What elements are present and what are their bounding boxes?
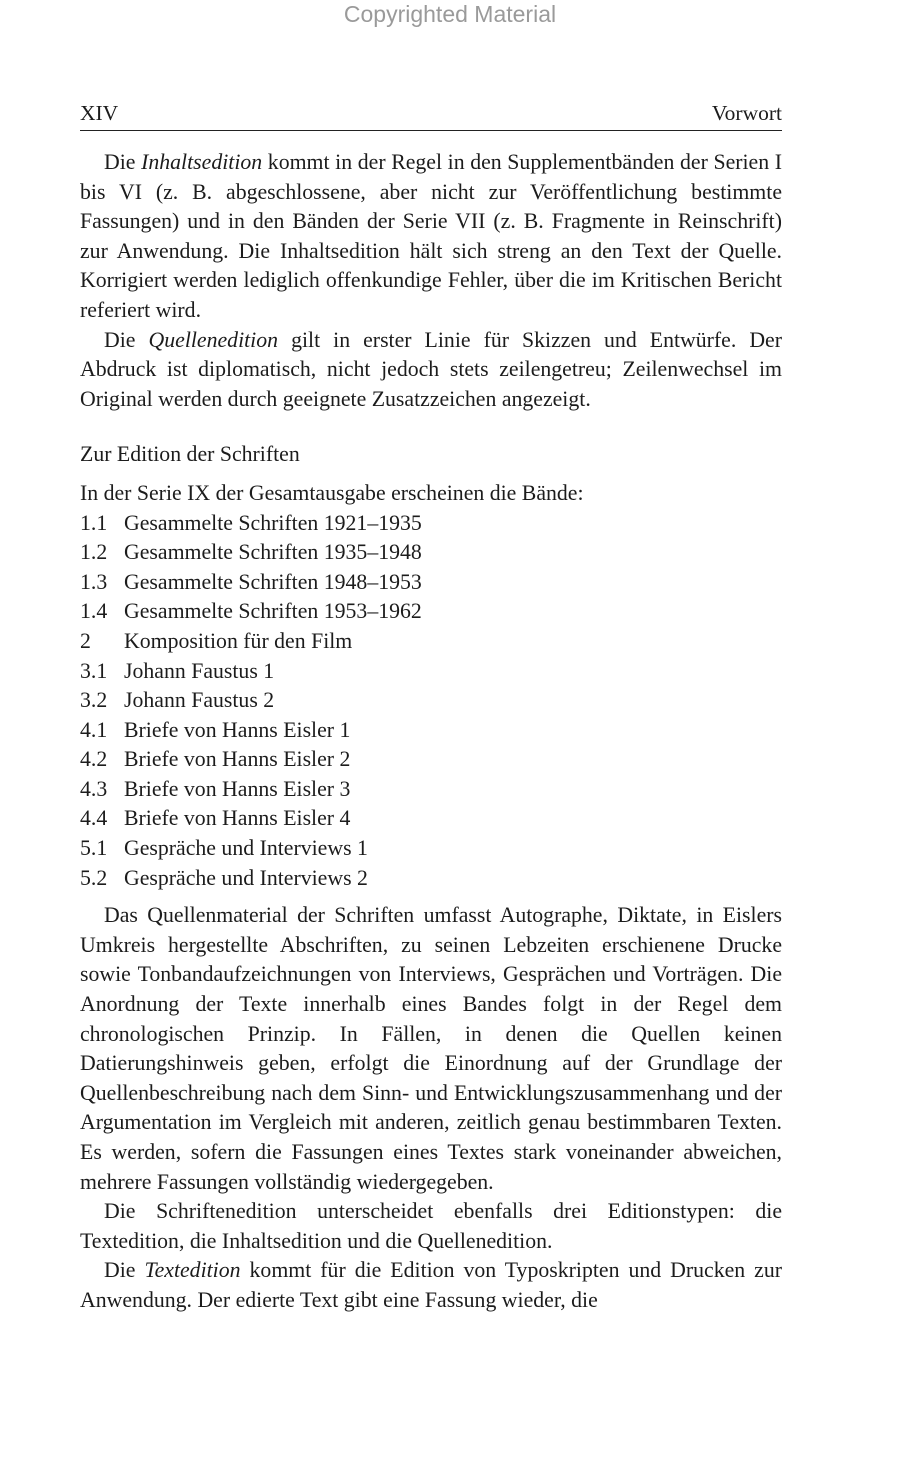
term-textedition: Textedition bbox=[144, 1258, 241, 1283]
volume-title: Briefe von Hanns Eisler 3 bbox=[124, 776, 351, 801]
volume-number: 1.1 bbox=[80, 510, 108, 535]
volume-list-item bbox=[80, 657, 782, 687]
volume-list-item bbox=[80, 804, 782, 834]
section-title: Vorwort bbox=[711, 101, 782, 125]
volume-list-item bbox=[80, 509, 782, 539]
volume-number: 4.4 bbox=[80, 806, 108, 831]
page-number: XIV bbox=[80, 101, 119, 125]
volume-title: Gesammelte Schriften 1935–1948 bbox=[124, 540, 422, 565]
page-body bbox=[80, 148, 782, 1316]
volume-number: 3.1 bbox=[80, 658, 108, 683]
volume-title: Johann Faustus 1 bbox=[124, 658, 275, 683]
volume-number: 1.4 bbox=[80, 599, 108, 624]
paragraph-quellenmaterial: Das Quellenmaterial der Schriften umfasst Autographe, Diktate, in Eislers Umkreis hergestellte Abschriften, zu seinen Lebzeiten erschienene Drucke sowie Tonbandaufzeichnungen von Interviews, Gesprächen und Vorträgen. Die Anordnung der Texte innerhalb eines Bandes folgt in der Regel dem chronologischen Prinzip. In Fällen, in denen die Quellen keinen Datierungshinweis geben, erfolgt die Einordnung auf der Grundlage der Quellenbeschreibung nach dem Sinn- und Entwicklungszusammenhang und der Argumentation im Vergleich mit anderen, zeitlich genau bestimmbaren Texten. Es werden, sofern die Fassungen eines Textes stark voneinander abweichen, mehrere Fassungen vollständig wiedergegeben. bbox=[80, 903, 782, 1194]
section-heading: Zur Edition der Schriften bbox=[80, 442, 300, 467]
volume-list-item bbox=[80, 568, 782, 598]
volume-list-item bbox=[80, 538, 782, 568]
volume-number: 5.1 bbox=[80, 836, 108, 861]
volume-number: 4.1 bbox=[80, 717, 108, 742]
volume-number: 4.2 bbox=[80, 747, 108, 772]
volume-number: 2 bbox=[80, 628, 91, 653]
volume-number: 3.2 bbox=[80, 688, 108, 713]
volume-title: Briefe von Hanns Eisler 2 bbox=[124, 747, 351, 772]
volume-list-item bbox=[80, 716, 782, 746]
volume-number: 4.3 bbox=[80, 776, 108, 801]
volume-title: Gespräche und Interviews 1 bbox=[124, 836, 368, 861]
volume-list-item bbox=[80, 834, 782, 864]
volume-title: Gesammelte Schriften 1921–1935 bbox=[124, 510, 422, 535]
term-inhaltsedition: Inhaltsedition bbox=[141, 150, 263, 174]
volume-title: Komposition für den Film bbox=[124, 628, 353, 653]
copyright-watermark: Copyrighted Material bbox=[343, 1, 557, 27]
volume-list-item bbox=[80, 775, 782, 805]
volume-list-item bbox=[80, 597, 782, 627]
volume-title: Gespräche und Interviews 2 bbox=[124, 865, 368, 890]
paragraph-inhaltsedition: Die Inhaltsedition kommt in der Regel in den Supplementbänden der Serien I bis VI (z. B. abgeschlossene, aber nicht zur Veröffentlichung bestimmte Fassungen) und in den Bänden der Serie VII (z. B. Fragmente in Reinschrift) zur Anwendung. Die Inhaltsedition hält sich streng an den Text der Quelle. Korrigiert werden lediglich offenkundige Fehler, über die im Kritischen Bericht referiert wird. bbox=[80, 150, 783, 322]
list-intro: In der Serie IX der Gesamtausgabe erscheinen die Bände: bbox=[80, 480, 584, 505]
volume-number: 5.2 bbox=[80, 865, 108, 890]
paragraph-editionstypen: Die Schriftenedition unterscheidet ebenfalls drei Editionstypen: die Textedition, die Inhaltsedition und die Quellenedition. bbox=[80, 1199, 782, 1253]
volume-list-item bbox=[80, 686, 782, 716]
volume-number: 1.3 bbox=[80, 569, 108, 594]
paragraph-quellenedition: Die Quellenedition gilt in erster Linie für Skizzen und Entwürfe. Der Abdruck ist diplomatisch, nicht jedoch stets zeilengetreu; Zeilenwechsel im Original werden durch geeignete Zusatzzeichen angezeigt. bbox=[80, 327, 782, 411]
volume-list-item bbox=[80, 745, 782, 775]
volume-title: Johann Faustus 2 bbox=[124, 688, 275, 713]
volume-title: Briefe von Hanns Eisler 4 bbox=[124, 806, 351, 831]
volume-title: Briefe von Hanns Eisler 1 bbox=[124, 717, 351, 742]
volume-list-item bbox=[80, 864, 782, 894]
volume-list-item bbox=[80, 627, 782, 657]
running-head bbox=[80, 99, 782, 131]
volume-list bbox=[80, 509, 782, 894]
volume-title: Gesammelte Schriften 1953–1962 bbox=[124, 599, 422, 624]
volume-number: 1.2 bbox=[80, 540, 108, 565]
volume-title: Gesammelte Schriften 1948–1953 bbox=[124, 569, 422, 594]
term-quellenedition: Quellenedition bbox=[148, 327, 279, 352]
paragraph-textedition: Die Textedition kommt für die Edition von Typoskripten und Drucken zur Anwendung. Der edierte Text gibt eine Fassung wieder, die bbox=[80, 1258, 783, 1312]
